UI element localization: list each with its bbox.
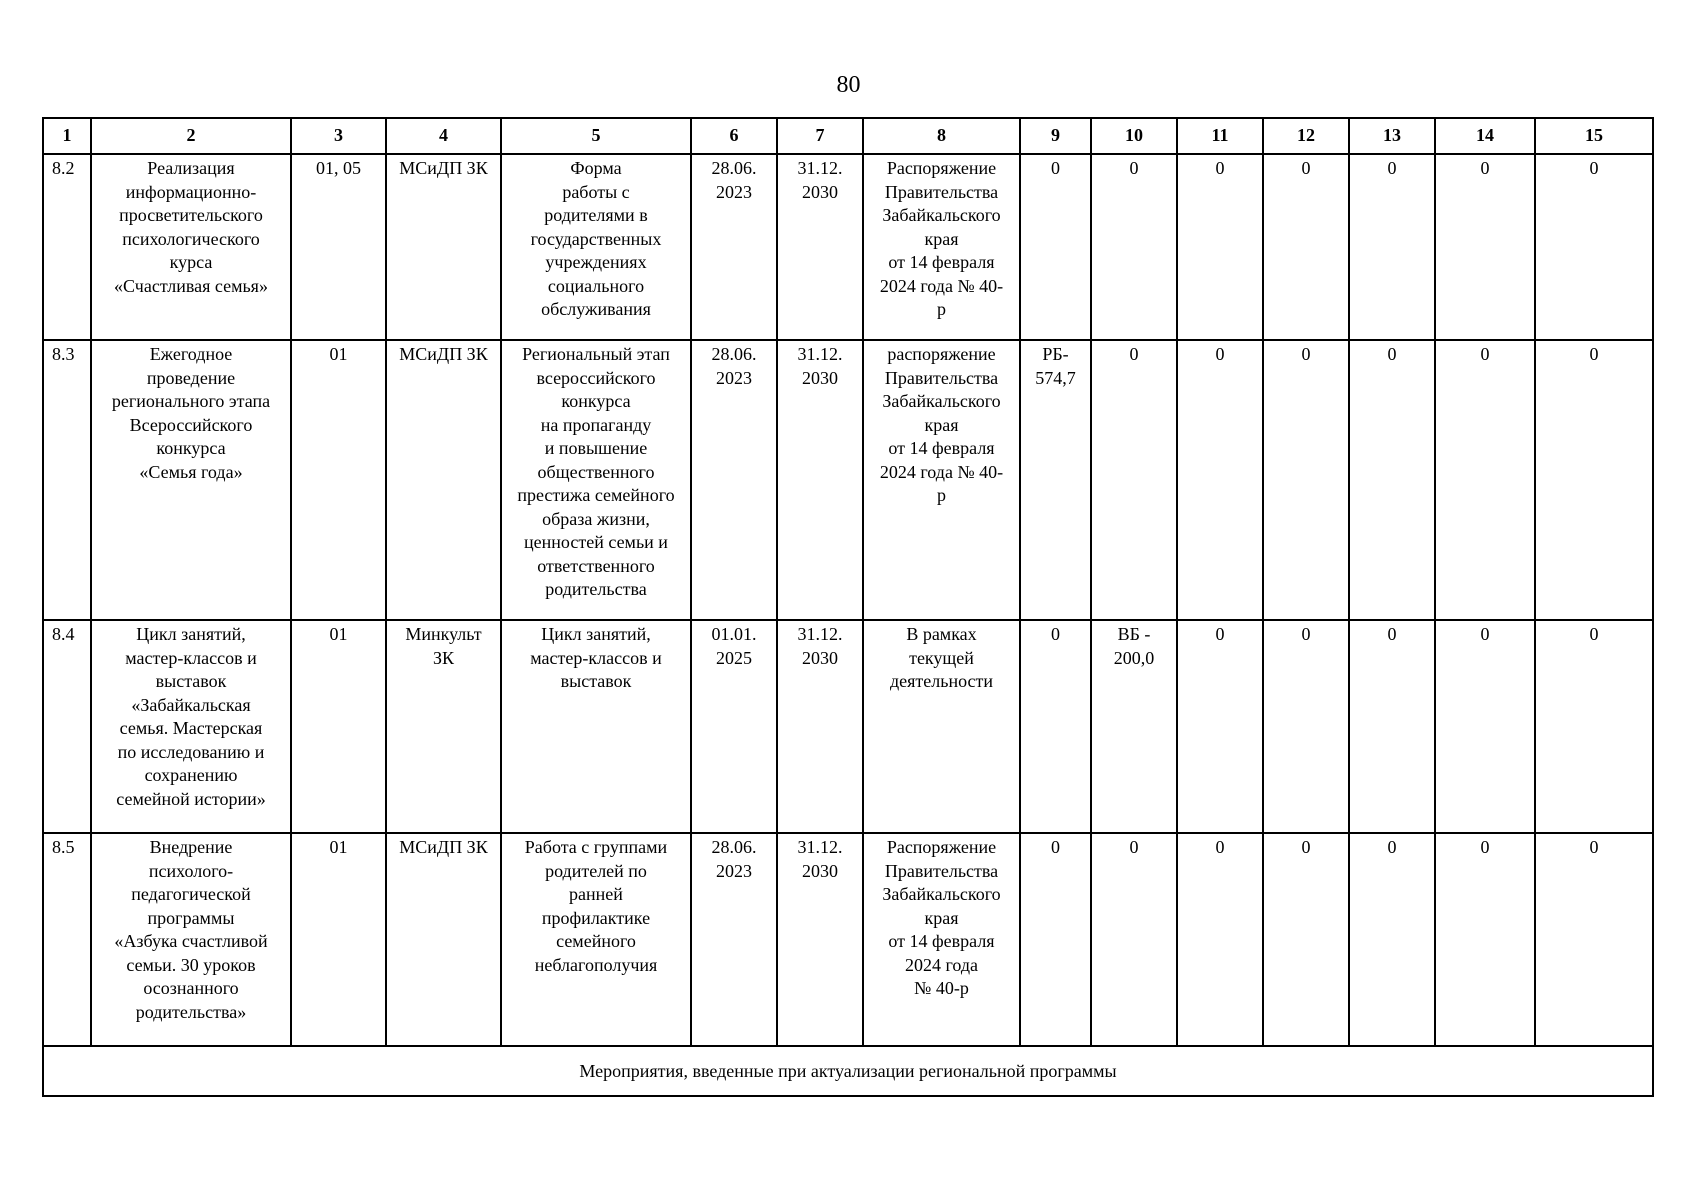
executor: МСиДП ЗК [386,154,501,340]
row-number: 8.2 [43,154,91,340]
table-cell: ВБ - 200,0 [1091,620,1177,833]
table-cell: 01 [291,340,386,620]
column-header: 6 [691,118,777,154]
table-cell: 0 [1435,620,1535,833]
table-cell: 0 [1435,340,1535,620]
result-description: Региональный этап всероссийского конкурса на пропаганду и повышение общественного престижа семейного образа жизни, ценностей семьи и ответственного родительства [501,340,691,620]
activity-name: Реализация информационно- просветительского психологического курса «Счастливая семья» [91,154,291,340]
executor: МСиДП ЗК [386,833,501,1046]
activity-name: Ежегодное проведение регионального этапа Всероссийского конкурса «Семья года» [91,340,291,620]
column-header: 15 [1535,118,1653,154]
table-row [43,833,1653,1046]
result-description: Цикл занятий, мастер-классов и выставок [501,620,691,833]
table-cell: 0 [1177,154,1263,340]
column-header: 12 [1263,118,1349,154]
start-date: 28.06. 2023 [691,154,777,340]
table-cell: 0 [1435,154,1535,340]
legal-basis: В рамках текущей деятельности [863,620,1020,833]
activity-name: Внедрение психолого- педагогической программы «Азбука счастливой семьи. 30 уроков осознанного родительства» [91,833,291,1046]
table-cell: 0 [1177,620,1263,833]
activity-name: Цикл занятий, мастер-классов и выставок «Забайкальская семья. Мастерская по исследованию и сохранению семейной истории» [91,620,291,833]
table-cell: 0 [1349,833,1435,1046]
table-cell: 0 [1263,620,1349,833]
end-date: 31.12. 2030 [777,620,863,833]
table-cell: 0 [1435,833,1535,1046]
column-header: 11 [1177,118,1263,154]
column-header: 14 [1435,118,1535,154]
table-row [43,340,1653,620]
table-cell: 0 [1349,620,1435,833]
result-description: Работа с группами родителей по ранней профилактике семейного неблагополучия [501,833,691,1046]
section-title: Мероприятия, введенные при актуализации региональной программы [43,1046,1653,1096]
result-description: Форма работы с родителями в государственных учреждениях социального обслуживания [501,154,691,340]
table-cell: 0 [1535,620,1653,833]
table-cell: 01, 05 [291,154,386,340]
legal-basis: Распоряжение Правительства Забайкальского края от 14 февраля 2024 года № 40-р [863,833,1020,1046]
table-cell: 0 [1349,340,1435,620]
column-header: 8 [863,118,1020,154]
row-number: 8.3 [43,340,91,620]
end-date: 31.12. 2030 [777,154,863,340]
program-table [42,117,1654,1097]
row-number: 8.5 [43,833,91,1046]
table-cell: 0 [1020,833,1091,1046]
table-cell: 0 [1263,833,1349,1046]
column-header: 2 [91,118,291,154]
column-header: 1 [43,118,91,154]
table-cell: 01 [291,620,386,833]
column-header: 4 [386,118,501,154]
start-date: 01.01. 2025 [691,620,777,833]
header-row [43,118,1653,154]
column-header: 13 [1349,118,1435,154]
table-cell: РБ- 574,7 [1020,340,1091,620]
table-cell: 0 [1020,154,1091,340]
table-cell: 0 [1349,154,1435,340]
table-cell: 0 [1535,833,1653,1046]
table-cell: 0 [1535,340,1653,620]
table-cell: 0 [1263,340,1349,620]
table-cell: 0 [1263,154,1349,340]
table-cell: 0 [1020,620,1091,833]
column-header: 5 [501,118,691,154]
start-date: 28.06. 2023 [691,340,777,620]
column-header: 9 [1020,118,1091,154]
column-header: 3 [291,118,386,154]
table-cell: 0 [1177,833,1263,1046]
row-number: 8.4 [43,620,91,833]
table-cell: 0 [1535,154,1653,340]
table-row [43,620,1653,833]
end-date: 31.12. 2030 [777,340,863,620]
section-row [43,1046,1653,1096]
executor: МСиДП ЗК [386,340,501,620]
table-row [43,154,1653,340]
legal-basis: распоряжение Правительства Забайкальского края от 14 февраля 2024 года № 40- р [863,340,1020,620]
end-date: 31.12. 2030 [777,833,863,1046]
table-cell: 0 [1091,833,1177,1046]
start-date: 28.06. 2023 [691,833,777,1046]
table-cell: 0 [1177,340,1263,620]
column-header: 7 [777,118,863,154]
table-cell: 0 [1091,340,1177,620]
executor: Минкульт ЗК [386,620,501,833]
table-cell: 0 [1091,154,1177,340]
page-number: 80 [836,72,861,98]
legal-basis: Распоряжение Правительства Забайкальского края от 14 февраля 2024 года № 40- р [863,154,1020,340]
column-header: 10 [1091,118,1177,154]
table-cell: 01 [291,833,386,1046]
